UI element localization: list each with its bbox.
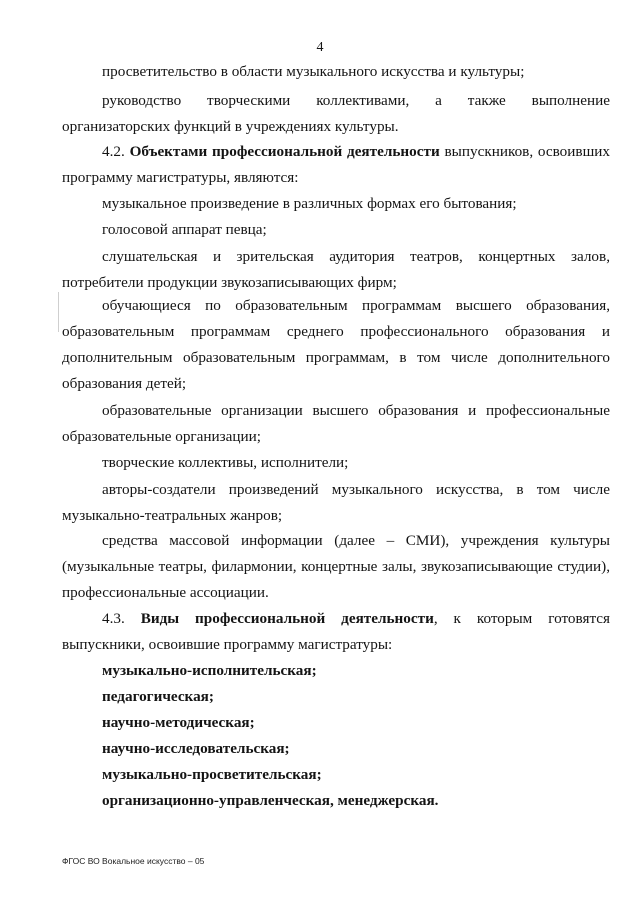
activity-type-item: научно-методическая; — [102, 714, 255, 731]
paragraph-audience: слушательская и зрительская аудитория театров, концертных залов, потребители продукции звукозаписывающих фирм; — [62, 248, 610, 291]
activity-type-item: научно-исследовательская; — [102, 740, 290, 757]
activity-type-item: организационно-управленческая, менеджерская. — [102, 792, 439, 809]
paragraph-4-3: 4.3. Виды профессиональной деятельности, к которым готовятся выпускники, освоившие программу магистратуры: — [62, 610, 610, 653]
activity-types-heading: Виды профессиональной деятельности — [140, 610, 434, 627]
paragraph-4-2: 4.2. Объектами профессиональной деятельности выпускников, освоивших программу магистратуры, являются: — [62, 143, 610, 186]
scan-edge-line — [58, 292, 59, 332]
paragraph-organizations: образовательные организации высшего образования и профессиональные образовательные организации; — [62, 402, 610, 445]
paragraph-enlightenment: просветительство в области музыкального искусства и культуры; — [102, 63, 525, 80]
page-number: 4 — [316, 40, 324, 55]
paragraph-students: обучающиеся по образовательным программам высшего образования, образовательным программам среднего профессионального образования и дополнительным образовательным программам, в том числе дополнительного образования детей; — [62, 297, 610, 392]
paragraph-musical-work: музыкальное произведение в различных формах его бытования; — [102, 195, 517, 212]
paragraph-vocal-apparatus: голосовой аппарат певца; — [102, 221, 267, 238]
activity-type-item: музыкально-исполнительская; — [102, 662, 317, 679]
paragraph-authors: авторы-создатели произведений музыкального искусства, в том числе музыкально-театральных жанров; — [62, 481, 610, 524]
paragraph-management: руководство творческими коллективами, а также выполнение организаторских функций в учреждениях культуры. — [62, 92, 610, 135]
footer-text: ФГОС ВО Вокальное искусство – 05 — [62, 856, 205, 866]
paragraph-collectives: творческие коллективы, исполнители; — [102, 454, 349, 471]
activity-type-item: педагогическая; — [102, 688, 214, 705]
paragraph-media: средства массовой информации (далее – СМИ), учреждения культуры (музыкальные театры, филармонии, концертные залы, звукозаписывающие студии), профессиональные ассоциации. — [62, 532, 610, 601]
objects-heading: Объектами профессиональной деятельности — [129, 143, 440, 160]
activity-type-item: музыкально-просветительская; — [102, 766, 322, 783]
